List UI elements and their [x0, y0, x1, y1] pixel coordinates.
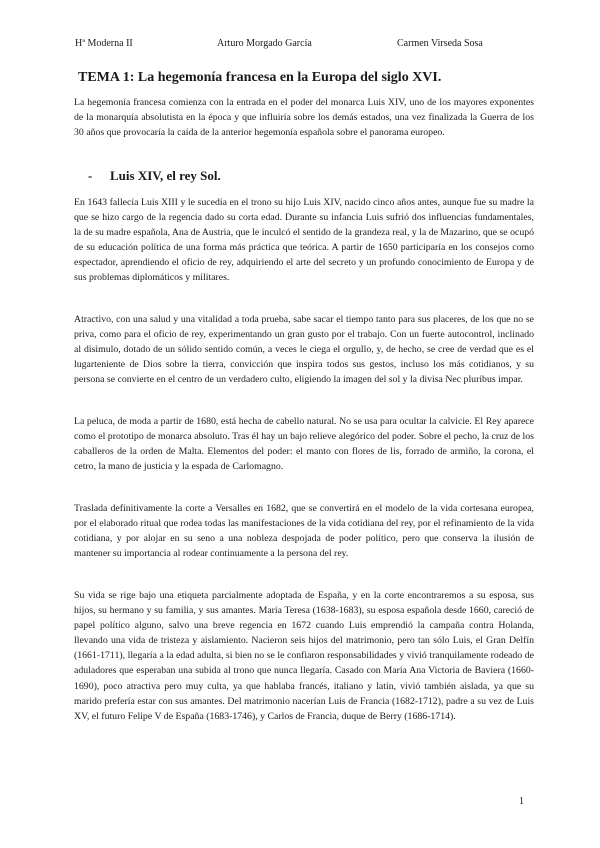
section-bullet: -	[88, 168, 93, 183]
paragraph-1: En 1643 fallecía Luis XIII y le sucedía en el trono su hijo Luis XIV, nacido cinco años antes, aunque fue su madre la que se hizo cargo de la regencia dado su corta edad. Durante su infancia Luis sufrió dos influencias fundamentales, la de su madre española, Ana de Austria, que le inculcó el sentido de la grandeza real, y la de Mazarino, que se ocupó de su educación política de una forma más práctica que teórica. A partir de 1650 participaría en los consejos como espectador, aprendiendo el oficio de rey, adquiriendo el arte del secreto y un profundo conocimiento de Europa y de sus problemas diplomáticos y militares.	[74, 197, 535, 284]
paragraph-5: Su vida se rige bajo una etiqueta parcialmente adoptada de España, y en la corte encontraremos a su esposa, sus hijos, su hermano y su familia, y sus amantes. María Teresa (1638-1683), su esposa española desde 1660, careció de papel político alguno, salvo una breve regencia en 1672 cuando Luis emprendió la campaña contra Holanda, llevando una vida de tristeza y aislamiento. Nacieron seis hijos del matrimonio, pero tan sólo Luis, el Gran Delfín (1661-1711), llegaría a la edad adulta, si bien no se le confiaron responsabilidades y vivió tranquilamente rodeado de aduladores que esperaban una subida al trono que nunca llegaría. Casado con María Ana Victoria de Baviera (1660-1690), poco atractiva pero muy culta, ya que hablaba francés, italiano y latín, vivió también aislada, ya que su marido prefería estar con sus amantes. Del matrimonio nacerían Luis de Francia (1682-1712), padre a su vez de Luis XV, el futuro Felipe V de España (1683-1746), y Carlos de Francia, duque de Berry (1686-1714).	[74, 590, 534, 722]
paragraph-2: Atractivo, con una salud y una vitalidad a toda prueba, sabe sacar el tiempo tanto para sus placeres, de los que no se priva, como para el oficio de rey, experimentando un gran gusto por el trabajo. Con un fuerte autocontrol, inclinado al disimulo, dotado de un sólido sentido común, a veces le ciega el orgullo, y, de hecho, se cree de verdad que es el lugarteniente de Dios sobre la tierra, convicción que inspira todos sus gestos, incluso los más cotidianos, y su persona se convierte en el centro de un verdadero culto, eligiendo la imagen del sol y la divisa Nec pluribus impar.	[74, 314, 534, 386]
section-heading	[88, 168, 221, 184]
paragraph-3: La peluca, de moda a partir de 1680, está hecha de cabello natural. No se usa para ocultar la calvicie. El Rey aparece como el prototipo de monarca absoluto. Tras él hay un bajo relieve alegórico del poder. Sobre el pecho, la cruz de los caballeros de la orden de Malta. Elementos del poder: el manto con flores de lis, forrado de armiño, la corona, el cetro, la mano de justicia y la espada de Carlomagno.	[74, 416, 534, 473]
page-header	[75, 38, 535, 52]
section-heading-text: Luis XIV, el rey Sol.	[110, 168, 221, 183]
intro-paragraph: La hegemonía francesa comienza con la entrada en el poder del monarca Luis XIV, uno de los mayores exponentes de la monarquía absolutista en la época y que influiría sobre los demás estados, una vez finalizada la Guerra de los 30 años que provocaría la caída de la anterior hegemonía española sobre el panorama europeo.	[74, 97, 534, 139]
page-number: 1	[519, 796, 524, 807]
paragraph-4: Traslada definitivamente la corte a Versalles en 1682, que se convertirá en el modelo de la vida cortesana europea, por el elaborado ritual que rodea todas las manifestaciones de la vida cotidiana del rey, por el refinamiento de la vida cotidiana, y por alojar en su seno a una nobleza despojada de poder político, pero que conserva la ilusión de mantener su importancia al rodear continuamente a la persona del rey.	[74, 503, 534, 560]
header-author-2: Carmen Virseda Sosa	[397, 38, 483, 49]
document-title: TEMA 1: La hegemonía francesa en la Europa del siglo XVI.	[78, 70, 442, 85]
header-author-1: Arturo Morgado García	[217, 38, 312, 49]
header-course: Hª Moderna II	[75, 38, 133, 49]
